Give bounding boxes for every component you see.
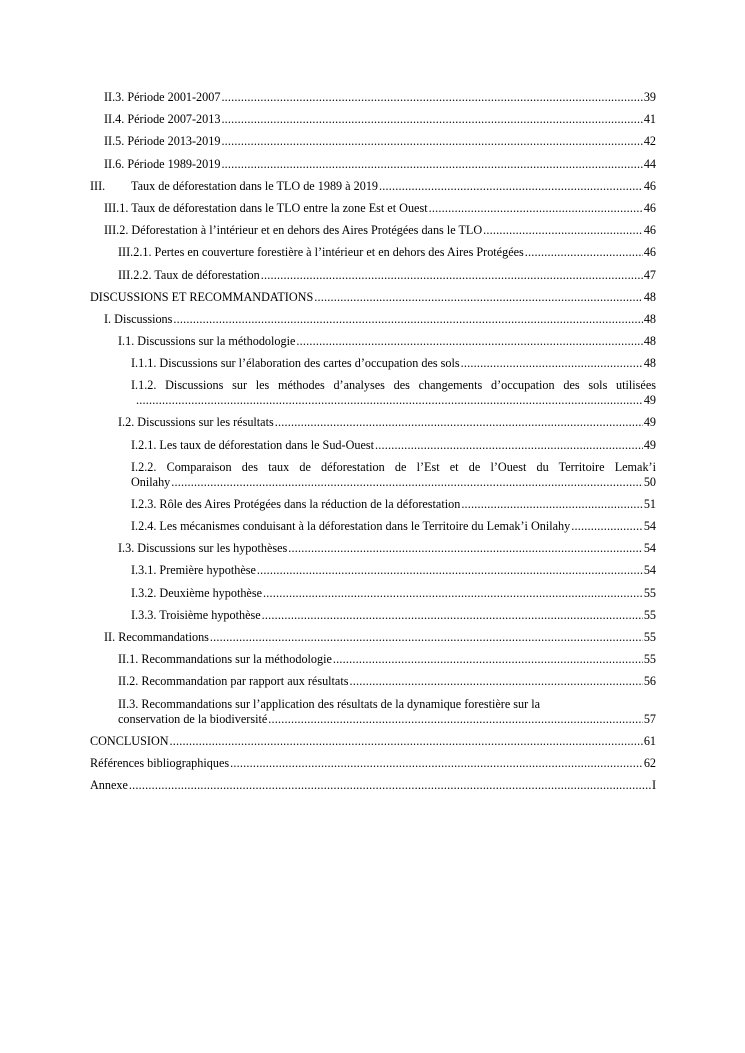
toc-entry[interactable] <box>90 652 656 674</box>
toc-entry-page: 46 <box>643 200 656 215</box>
toc-entry-label: III.1. Taux de déforestation dans le TLO entre la zone Est et Ouest <box>104 200 428 215</box>
toc-leader-dots <box>296 334 642 348</box>
toc-entry-page: 49 <box>643 415 656 430</box>
toc-entry-page: 46 <box>643 178 656 193</box>
toc-entry-label: I.1.2. Discussions sur les méthodes d’analyses des changements d’occupation des sols utilisées <box>131 378 656 393</box>
toc-entry-label: I.3.2. Deuxième hypothèse <box>131 585 262 600</box>
toc-entry-label: I.3. Discussions sur les hypothèses <box>118 541 288 556</box>
toc-entry-page: 47 <box>643 267 656 282</box>
toc-entry-page: 56 <box>643 674 656 689</box>
toc-entry[interactable] <box>90 290 656 312</box>
toc-entry-page: 54 <box>643 519 656 533</box>
toc-entry[interactable] <box>90 312 656 334</box>
toc-entry[interactable] <box>90 497 656 519</box>
toc-entry[interactable] <box>90 460 656 490</box>
toc-entry-label: II.3. Période 2001-2007 <box>104 90 221 104</box>
toc-leader-dots <box>221 157 642 171</box>
toc-entry[interactable] <box>90 778 656 800</box>
toc-leader-dots <box>288 541 643 555</box>
toc-leader-dots <box>261 268 643 282</box>
toc-entry[interactable] <box>90 90 656 112</box>
toc-entry-page: 48 <box>643 289 656 304</box>
toc-leader-dots <box>129 778 651 792</box>
toc-leader-dots <box>314 290 643 304</box>
toc-leader-dots <box>221 112 642 126</box>
toc-entry-label: I.2. Discussions sur les résultats <box>118 415 274 430</box>
toc-entry-label: DISCUSSIONS ET RECOMMANDATIONS <box>90 289 314 304</box>
toc-entry-label: I.1. Discussions sur la méthodologie <box>118 334 296 349</box>
toc-entry-page: I <box>651 777 656 792</box>
toc-entry-label: I.2.2. Comparaison des taux de déforestation de l’Est et de l’Ouest du Territoire Lemak’i <box>131 459 656 474</box>
toc-entry-page: 62 <box>643 755 656 770</box>
toc-entry[interactable] <box>90 134 656 156</box>
toc-entry-label: II.2. Recommandation par rapport aux résultats <box>118 674 349 689</box>
toc-leader-dots <box>173 312 642 326</box>
toc-entry-page: 49 <box>643 393 656 408</box>
toc-entry[interactable] <box>90 586 656 608</box>
toc-entry-label: I.2.4. Les mécanismes conduisant à la déforestation dans le Territoire du Lemak’i Onilahy <box>131 519 571 533</box>
toc-leader-dots <box>483 223 643 237</box>
toc-entry-label: Annexe <box>90 777 128 792</box>
toc-leader-dots <box>525 245 643 259</box>
toc-entry-label: Références bibliographiques <box>90 755 230 770</box>
toc-entry[interactable] <box>90 378 656 408</box>
toc-entry[interactable] <box>90 734 656 756</box>
toc-entry[interactable] <box>90 674 656 696</box>
toc-entry[interactable] <box>90 334 656 356</box>
toc-entry[interactable] <box>90 563 656 585</box>
toc-entry-page: 49 <box>643 437 656 452</box>
toc-leader-dots <box>221 90 642 104</box>
toc-entry-label: III.2. Déforestation à l’intérieur et en dehors des Aires Protégées dans le TLO <box>104 223 483 238</box>
toc-entry-label: I.3.3. Troisième hypothèse <box>131 607 261 622</box>
toc-entry-page: 61 <box>643 733 656 748</box>
toc-entry[interactable] <box>90 245 656 267</box>
toc-entry-page: 51 <box>643 496 656 511</box>
toc-entry-label: I.2.1. Les taux de déforestation dans le Sud-Ouest <box>131 437 375 452</box>
toc-entry-label: II. Recommandations <box>104 629 209 644</box>
toc-entry[interactable] <box>90 697 656 727</box>
toc-entry[interactable] <box>90 608 656 630</box>
toc-entry-label: II.4. Période 2007-2013 <box>104 112 221 127</box>
toc-entry-page: 44 <box>643 156 656 171</box>
toc-entry[interactable] <box>90 415 656 437</box>
toc-leader-dots <box>171 475 643 490</box>
toc-leader-dots <box>333 652 643 666</box>
toc-entry-label: I.2.3. Rôle des Aires Protégées dans la réduction de la déforestation <box>131 496 461 511</box>
toc-entry-page: 55 <box>643 652 656 667</box>
toc-entry-page: 57 <box>643 711 656 726</box>
toc-entry-page: 54 <box>643 563 656 578</box>
toc-entry-page: 55 <box>643 607 656 622</box>
toc-entry-label-cont: conservation de la biodiversité <box>118 711 268 726</box>
toc-entry-label: II.3. Recommandations sur l’application des résultats de la dynamique forestière sur la <box>118 696 541 711</box>
toc-entry[interactable] <box>90 223 656 245</box>
toc-leader-dots <box>268 712 643 727</box>
toc-entry-page: 46 <box>643 223 656 238</box>
toc-entry-title: Taux de déforestation dans le TLO de 1989 à 2019 <box>131 178 379 193</box>
toc-leader-dots <box>263 586 643 600</box>
toc-entry[interactable] <box>90 268 656 290</box>
toc-leader-dots <box>379 179 643 193</box>
toc-leader-dots <box>375 438 643 452</box>
toc-leader-dots <box>210 630 643 644</box>
toc-leader-dots <box>429 201 643 215</box>
toc-leader-dots <box>461 497 643 511</box>
toc-leader-dots <box>136 393 643 408</box>
toc-entry-label: II.5. Période 2013-2019 <box>104 134 221 149</box>
toc-entry-page: 41 <box>643 112 656 127</box>
toc-entry-label: I.1.1. Discussions sur l’élaboration des cartes d’occupation des sols <box>131 356 460 371</box>
toc-entry-page: 55 <box>643 629 656 644</box>
toc-entry[interactable] <box>90 756 656 778</box>
toc-entry-label: II.1. Recommandations sur la méthodologie <box>118 652 332 667</box>
toc-entry-page: 46 <box>643 245 656 260</box>
toc-entry[interactable] <box>90 541 656 563</box>
toc-entry-label: II.6. Période 1989-2019 <box>104 156 221 171</box>
toc-entry-page: 48 <box>643 334 656 349</box>
toc-entry[interactable] <box>90 179 656 201</box>
toc-entry-label: I.3.1. Première hypothèse <box>131 563 256 578</box>
toc-leader-dots <box>571 519 643 533</box>
toc-entry-prefix: III. <box>90 178 106 193</box>
toc-entry-label: I. Discussions <box>104 311 173 326</box>
toc-entry[interactable] <box>90 112 656 134</box>
toc-leader-dots <box>221 134 642 148</box>
toc-leader-dots <box>349 674 642 688</box>
toc-entry[interactable] <box>90 356 656 378</box>
toc-entry-page: 48 <box>643 356 656 371</box>
toc-entry-page: 50 <box>643 474 656 489</box>
toc-entry-page: 48 <box>643 311 656 326</box>
table-of-contents <box>90 90 656 800</box>
toc-entry-page: 54 <box>643 541 656 556</box>
toc-leader-dots <box>170 734 643 748</box>
toc-entry-page: 42 <box>643 134 656 149</box>
toc-entry[interactable] <box>90 630 656 652</box>
toc-entry-label-cont: Onilahy <box>131 474 171 489</box>
toc-entry-label <box>90 179 378 193</box>
toc-leader-dots <box>275 415 643 429</box>
toc-entry[interactable] <box>90 519 656 541</box>
toc-entry-page: 55 <box>643 585 656 600</box>
toc-entry[interactable] <box>90 201 656 223</box>
toc-leader-dots <box>230 756 643 770</box>
toc-leader-dots <box>461 356 643 370</box>
toc-entry[interactable] <box>90 438 656 460</box>
toc-leader-dots <box>262 608 643 622</box>
toc-entry-label: CONCLUSION <box>90 733 169 748</box>
toc-leader-dots <box>257 563 643 577</box>
toc-entry-label: III.2.1. Pertes en couverture forestière à l’intérieur et en dehors des Aires Protégées <box>118 245 524 260</box>
toc-entry[interactable] <box>90 157 656 179</box>
toc-entry-page: 39 <box>643 90 656 104</box>
toc-entry-label: III.2.2. Taux de déforestation <box>118 267 260 282</box>
